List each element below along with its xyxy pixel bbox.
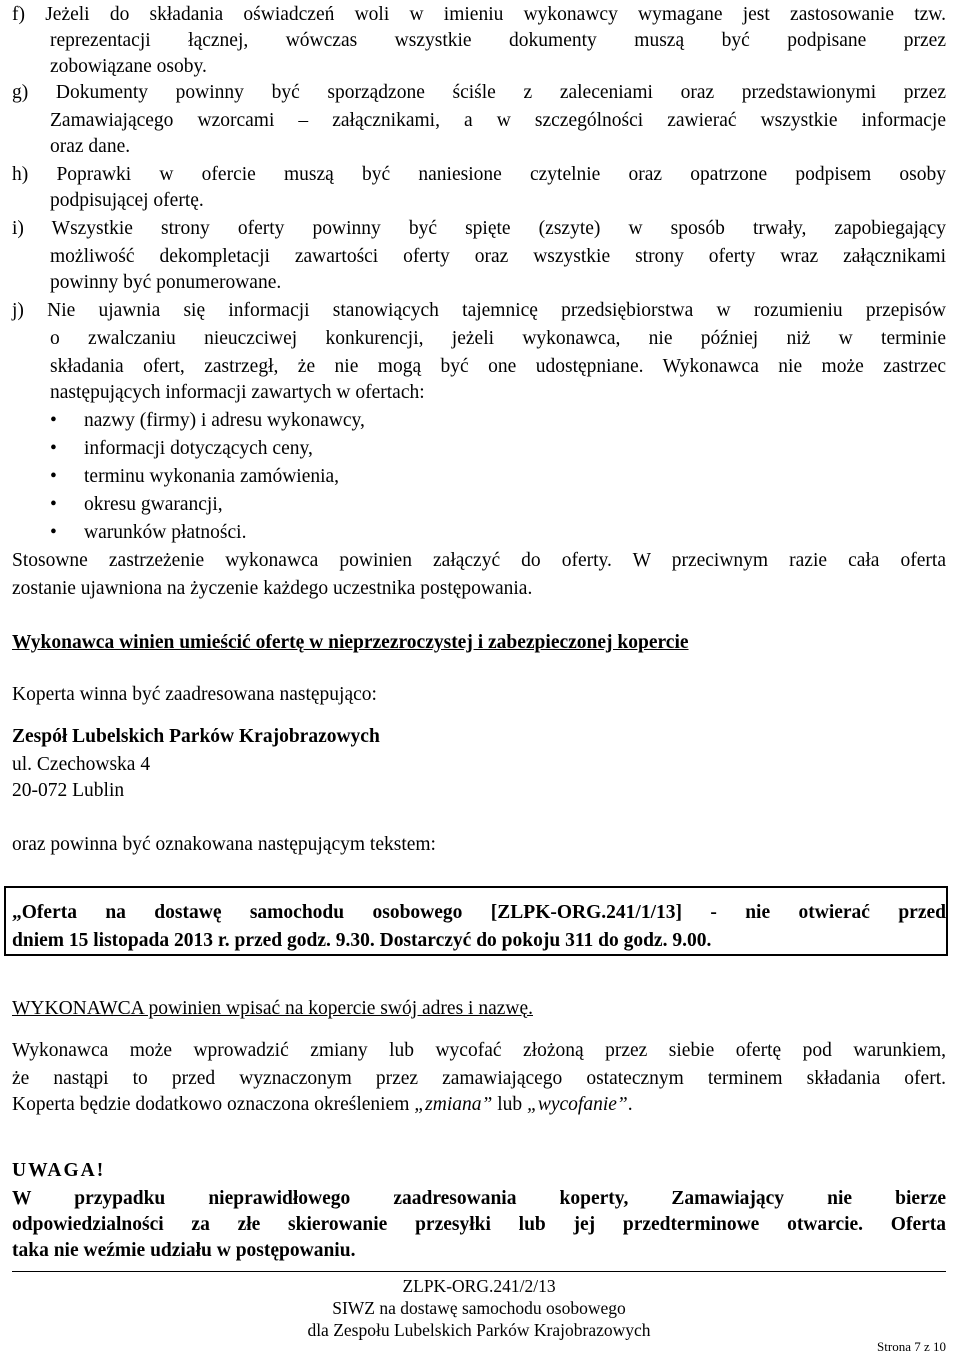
envelope-heading: Wykonawca winien umieścić ofertę w nieprzezroczystej i zabezpieczonej kopercie bbox=[12, 632, 689, 653]
modify-text: lub bbox=[492, 1094, 527, 1115]
contractor-note: WYKONAWCA powinien wpisać na kopercie swój adres i nazwę. bbox=[12, 998, 533, 1019]
modify-line-3 bbox=[12, 1092, 633, 1118]
modify-line-2: że nastąpi to przed wyznaczonym przez zamawiającego ostatecznym terminem składania ofert. bbox=[12, 1068, 946, 1089]
warning-line-1: W przypadku nieprawidłowego zaadresowania koperty, Zamawiający nie bierze bbox=[12, 1188, 946, 1209]
bullet-icon: • bbox=[50, 410, 57, 431]
warning-line-2: odpowiedzialności za złe skierowanie przesyłki lub jej przedterminowe otwarcie. Oferta bbox=[12, 1214, 946, 1235]
item-f-line-1: f) Jeżeli do składania oświadczeń woli w imieniu wykonawcy wymagane jest zastosowanie tzw. bbox=[12, 4, 946, 25]
marking-line-2: dniem 15 listopada 2013 r. przed godz. 9.30. Dostarczyć do pokoju 311 do godz. 9.00. bbox=[12, 930, 712, 951]
address-intro: Koperta winna być zaadresowana następująco: bbox=[12, 684, 377, 705]
modify-text: Koperta będzie dodatkowo oznaczona określeniem bbox=[12, 1094, 415, 1115]
list-item-text: nazwy (firmy) i adresu wykonawcy, bbox=[84, 410, 365, 431]
list-item-text: informacji dotyczących ceny, bbox=[84, 438, 313, 459]
item-h-line-1: h) Poprawki w ofercie muszą być naniesione czytelnie oraz opatrzone podpisem osoby bbox=[12, 164, 946, 185]
list-item-text: terminu wykonania zamówienia, bbox=[84, 466, 340, 487]
item-i-line-1: i) Wszystkie strony oferty powinny być spięte (zszyte) w sposób trwały, zapobiegający bbox=[12, 218, 946, 239]
list-item-text: warunków płatności. bbox=[84, 522, 247, 543]
reservation-line-1: Stosowne zastrzeżenie wykonawca powinien załączyć do oferty. W przeciwnym razie cała oferta bbox=[12, 550, 946, 571]
page-number: Strona 7 z 10 bbox=[877, 1339, 946, 1354]
reservation-line-2: zostanie ujawniona na życzenie każdego uczestnika postępowania. bbox=[12, 578, 533, 599]
bullet-icon: • bbox=[50, 494, 57, 515]
modify-text: . bbox=[627, 1094, 633, 1115]
item-g-line-2: Zamawiającego wzorcami – załącznikami, a w szczególności zawierać wszystkie informacje bbox=[50, 110, 946, 131]
item-h-line-2: podpisującej ofertę. bbox=[50, 190, 204, 211]
item-f-line-2: reprezentacji łącznej, wówczas wszystkie dokumenty muszą być podpisane przez bbox=[50, 30, 946, 51]
bullet-icon: • bbox=[50, 438, 57, 459]
address-street: ul. Czechowska 4 bbox=[12, 754, 151, 775]
list-item-text: okresu gwarancji, bbox=[84, 494, 223, 515]
item-j-line-3: składania ofert, zastrzegł, że nie mogą być one udostępniane. Wykonawca nie może zastrzec bbox=[50, 356, 946, 377]
item-g-line-1: g) Dokumenty powinny być sporządzone ściśle z zaleceniami oraz przedstawionymi przez bbox=[12, 82, 946, 103]
warning-title: UWAGA! bbox=[12, 1160, 106, 1181]
address-city: 20-072 Lublin bbox=[12, 780, 125, 801]
warning-line-3: taka nie weźmie udziału w postępowaniu. bbox=[12, 1240, 356, 1261]
bullet-icon: • bbox=[50, 466, 57, 487]
marking-line-1: „Oferta na dostawę samochodu osobowego [ZLPK-ORG.241/1/13] - nie otwierać przed bbox=[12, 902, 946, 923]
mark-intro: oraz powinna być oznakowana następującym tekstem: bbox=[12, 834, 436, 855]
address-name: Zespół Lubelskich Parków Krajobrazowych bbox=[12, 726, 380, 747]
bullet-icon: • bbox=[50, 522, 57, 543]
label-zmiana: „zmiana” bbox=[414, 1094, 493, 1115]
footer-rule bbox=[12, 1271, 946, 1272]
footer-line-3: dla Zespołu Lubelskich Parków Krajobrazowych bbox=[307, 1320, 651, 1340]
modify-line-1: Wykonawca może wprowadzić zmiany lub wycofać złożoną przez siebie ofertę pod warunkiem, bbox=[12, 1040, 946, 1061]
item-i-line-2: możliwość dekompletacji zawartości oferty oraz wszystkie strony oferty wraz załącznikami bbox=[50, 246, 946, 267]
item-j-line-2: o zwalczaniu nieuczciwej konkurencji, jeżeli wykonawca, nie później niż w terminie bbox=[50, 328, 946, 349]
footer-ref: ZLPK-ORG.241/2/13 bbox=[402, 1276, 556, 1296]
item-f-line-3: zobowiązane osoby. bbox=[50, 56, 207, 77]
footer-line-2: SIWZ na dostawę samochodu osobowego bbox=[332, 1298, 626, 1318]
label-wycofanie: „wycofanie” bbox=[527, 1094, 628, 1115]
item-j-line-4: następujących informacji zawartych w ofertach: bbox=[50, 382, 425, 403]
item-g-line-3: oraz dane. bbox=[50, 136, 131, 157]
item-j-line-1: j) Nie ujawnia się informacji stanowiących tajemnicę przedsiębiorstwa w rozumieniu przepisów bbox=[12, 300, 946, 321]
item-i-line-3: powinny być ponumerowane. bbox=[50, 272, 282, 293]
